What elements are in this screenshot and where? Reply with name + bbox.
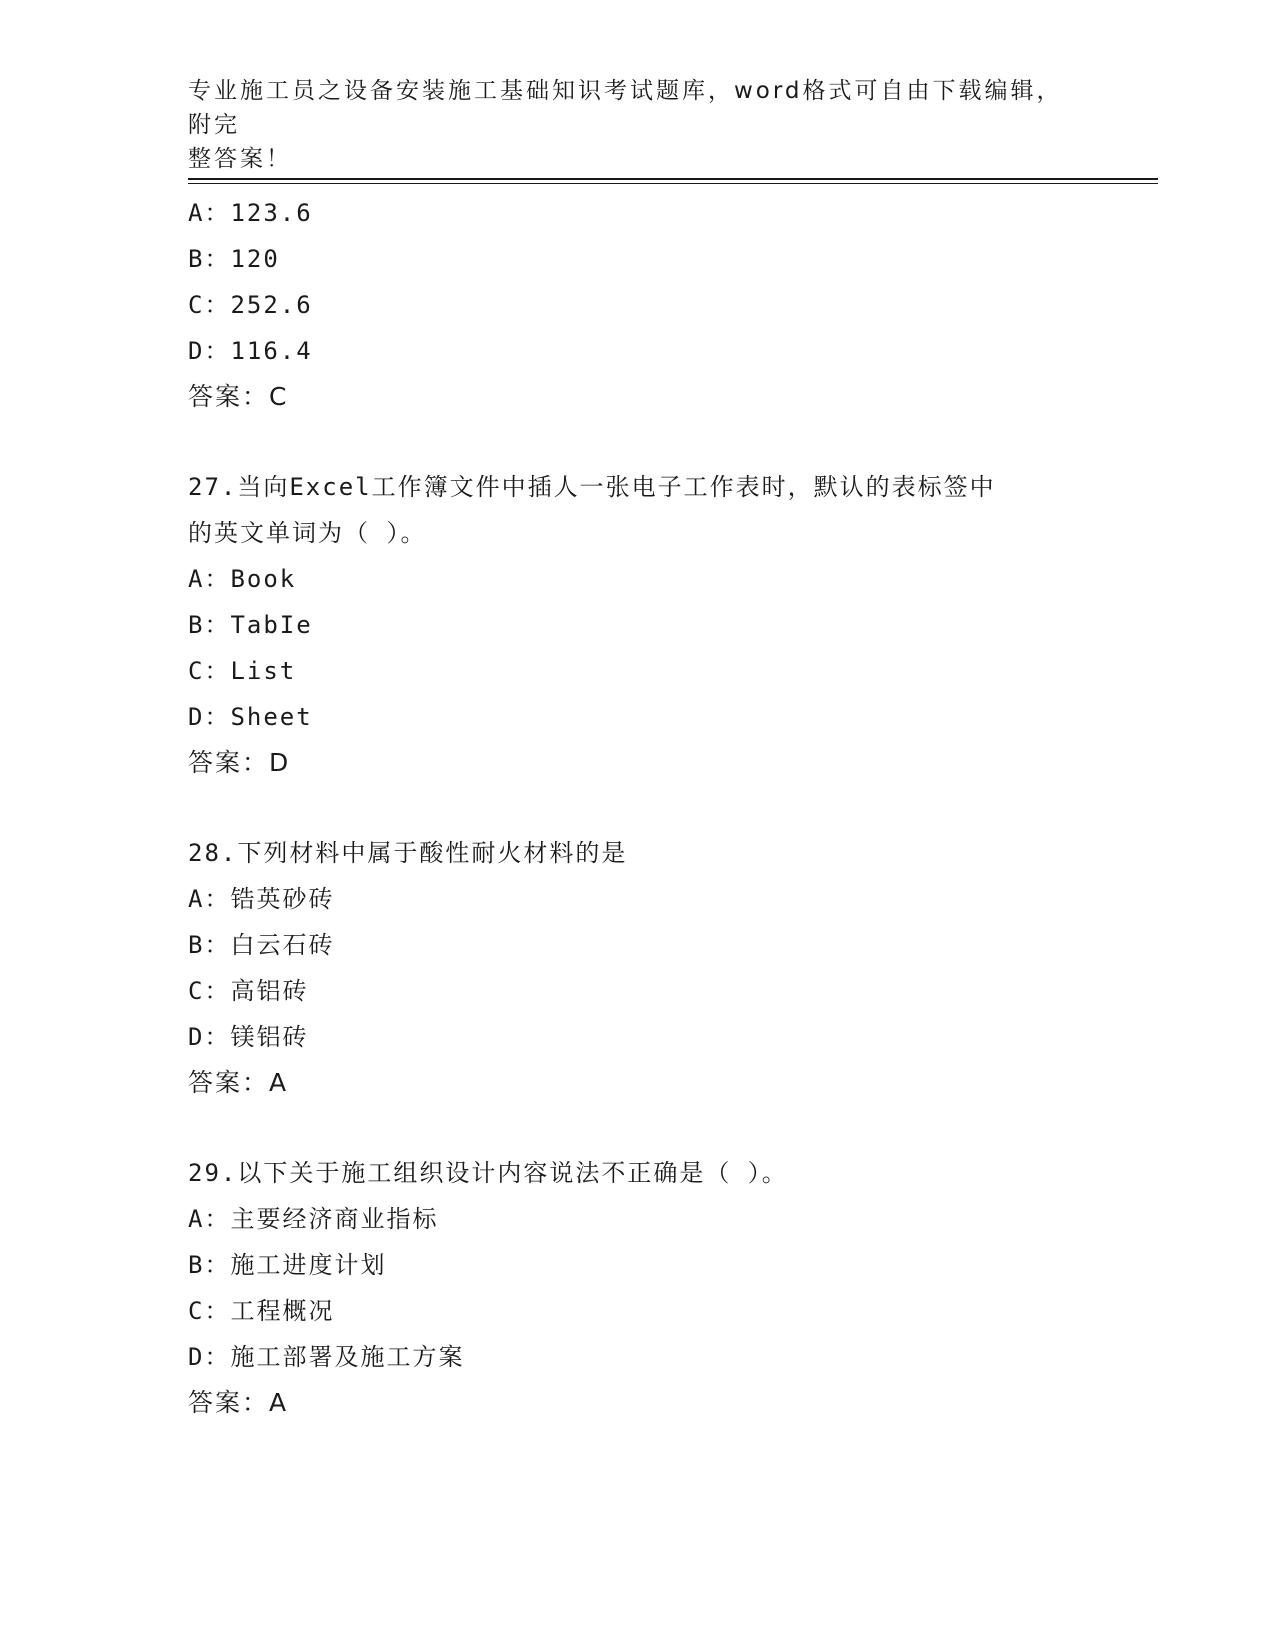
spacer (188, 1106, 1088, 1150)
question-text-line-1: 28.下列材料中属于酸性耐火材料的是 (188, 839, 628, 867)
question-27 (188, 464, 1088, 786)
option-c: C：List (188, 657, 297, 685)
question-text-line-1: 29.以下关于施工组织设计内容说法不正确是（ ）。 (188, 1159, 788, 1187)
spacer (188, 420, 1088, 464)
answer-text: 答案：C (188, 382, 289, 411)
option-b: B：120 (188, 245, 280, 273)
answer-text: 答案：A (188, 1068, 289, 1097)
option-d: D：施工部署及施工方案 (188, 1343, 465, 1371)
option-b: B：白云石砖 (188, 931, 335, 959)
option-a: A：锆英砂砖 (188, 885, 335, 913)
header-line-1: 专业施工员之设备安装施工基础知识考试题库，word格式可自由下载编辑，附完 (188, 78, 1063, 138)
option-d: D：Sheet (188, 703, 313, 731)
document-header (188, 74, 1088, 176)
answer-text: 答案：A (188, 1388, 289, 1417)
question-26 (188, 190, 1088, 420)
question-29 (188, 1150, 1088, 1426)
option-a: A：Book (188, 565, 297, 593)
answer-text: 答案：D (188, 748, 291, 777)
option-c: C：252.6 (188, 291, 313, 319)
option-a: A：123.6 (188, 199, 313, 227)
question-text-line-2: 的英文单词为（ ）。 (188, 519, 427, 547)
question-28 (188, 830, 1088, 1106)
question-list (188, 190, 1088, 1426)
header-line-2: 整答案！ (188, 146, 292, 172)
option-d: D：116.4 (188, 337, 313, 365)
option-b: B：施工进度计划 (188, 1251, 387, 1279)
option-d: D：镁铝砖 (188, 1023, 309, 1051)
option-c: C：高铝砖 (188, 977, 309, 1005)
header-divider-thin (188, 183, 1158, 184)
spacer (188, 786, 1088, 830)
question-text-line-1: 27.当向Excel工作簿文件中插人一张电子工作表时，默认的表标签中 (188, 473, 996, 501)
option-c: C：工程概况 (188, 1297, 335, 1325)
option-b: B：TabIe (188, 611, 313, 639)
header-divider-thick (188, 178, 1158, 180)
option-a: A：主要经济商业指标 (188, 1205, 439, 1233)
